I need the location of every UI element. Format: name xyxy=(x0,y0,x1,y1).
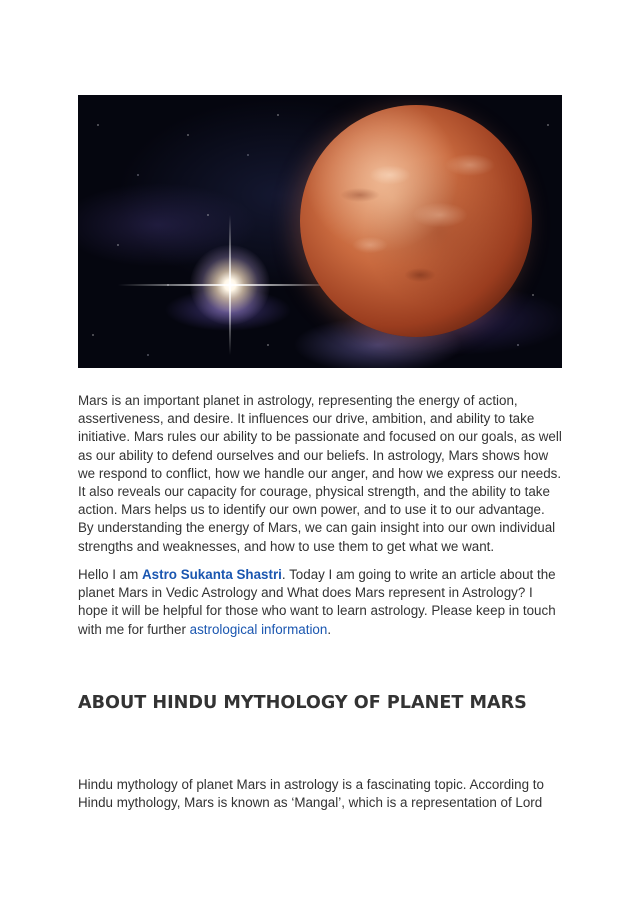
mars-surface-detail xyxy=(300,105,532,337)
intro-paragraph: Mars is an important planet in astrology, representing the energy of action, assertiveness, and desire. It influences our drive, ambition, and ability to take initiative. Mars rules our ability to be passionate and focused on our goals, as well as our ability to defend ourselves and our beliefs. In astrology, Mars shows how we respond to conflict, how we handle our anger, and how we express our needs. It also reveals our capacity for courage, physical strength, and the ability to take action. Mars helps us to identify our own power, and to use it to our advantage. By understanding the energy of Mars, we can gain insight into our own individual strengths and weaknesses, and how to use them to get what we want. xyxy=(78,393,562,554)
author-prefix: Hello I am xyxy=(78,567,142,582)
astrological-information-link[interactable]: astrological information xyxy=(189,621,328,637)
mythology-paragraph: Hindu mythology of planet Mars in astrology is a fascinating topic. According to Hindu mythology, Mars is known as ‘Mangal’, which is a representation of Lord xyxy=(78,777,544,811)
star-flare-vertical xyxy=(229,215,231,355)
section-heading: ABOUT HINDU MYTHOLOGY OF PLANET MARS xyxy=(78,693,527,713)
author-paragraph xyxy=(78,566,562,639)
author-middle-text: . Today I am going to write an article about the planet Mars in Vedic Astrology and What does Mars represent in Astrology? I hope it will be helpful for those who want to learn astrology. Please keep in touch with me for further xyxy=(78,567,556,637)
author-suffix: . xyxy=(327,621,332,637)
mars-hero-image xyxy=(78,95,562,368)
author-name-link[interactable]: Astro Sukanta Shastri xyxy=(142,567,282,582)
